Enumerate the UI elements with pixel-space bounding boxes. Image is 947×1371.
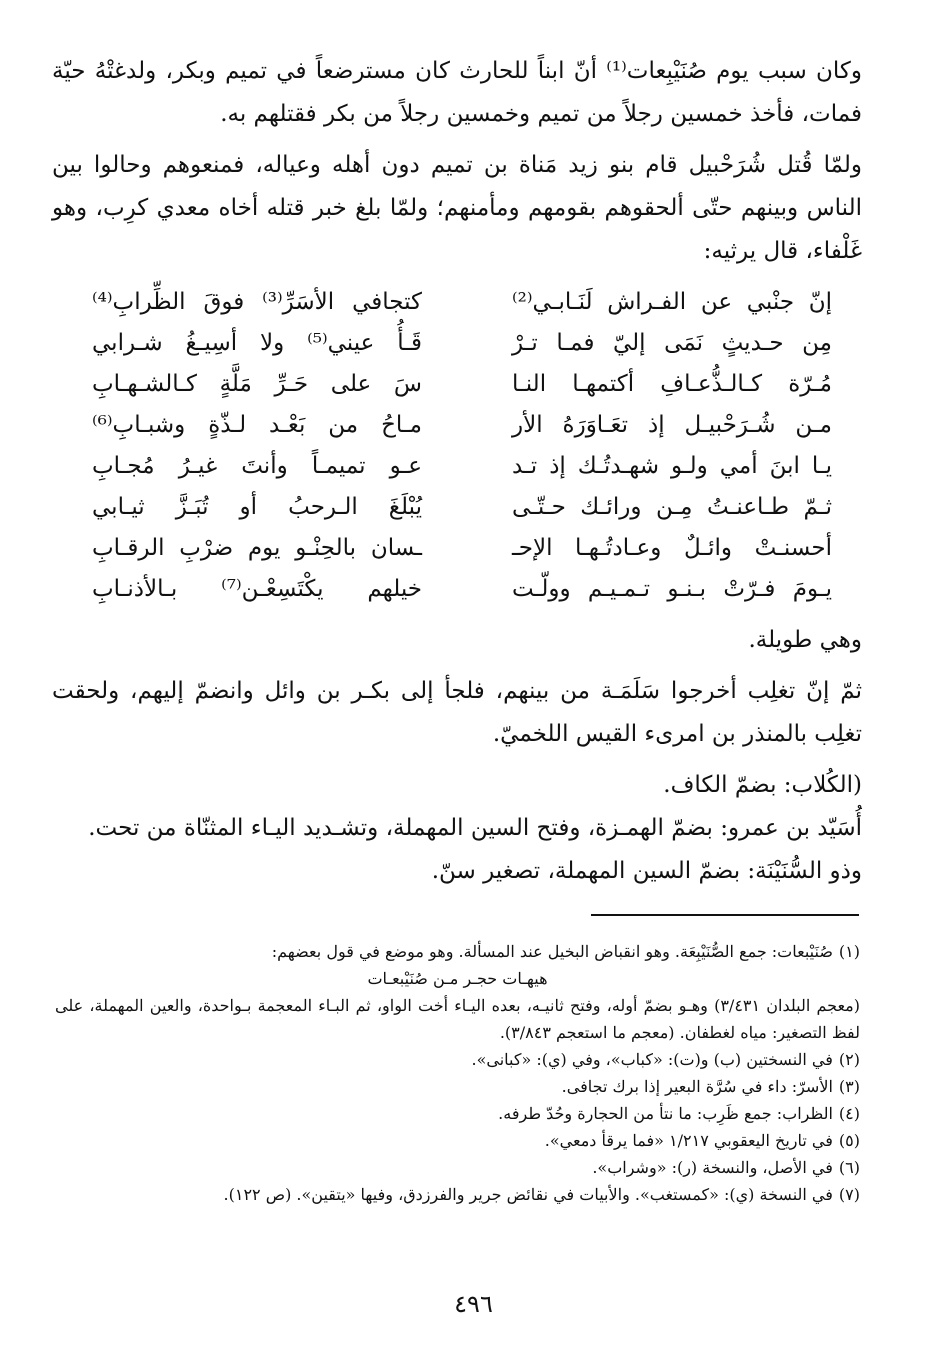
verse-first-hemistich: مُـرّة كـالـذُّعـافِ أكتمهـا النـا — [512, 371, 832, 397]
gloss-sunayna: وذو السُّنَيْنَة: بضمّ السين المهملة، تصغير سنّ. — [431, 858, 862, 884]
verse-first-hemistich: مِن حـديثٍ نَمَى إليّ فمـا تـرْ — [512, 330, 832, 356]
footnote-number: (٣) — [838, 1077, 860, 1096]
footnote-number: (٥) — [838, 1131, 860, 1150]
verse-first-hemistich: مـن شُـرَحْبيـل إذ تعَـاوَرَهُ الأر — [512, 412, 832, 438]
footnote-1-continuation: (معجم البلدان ٣/٤٣١) وهـو بضمّ أوله، وفتح ثانيـه، بعده اليـاء أخت الواو، ثم البـاء المعجمة بـواحدة، والعين المهملة، على لفظ التصغير: مياه لغطفان. (معجم ما استعجم ٣/٨٤٣). — [55, 996, 860, 1042]
verse-second-hemistich: سَ على حَـرِّ مَلَّةٍ كـالشـهـابِ — [92, 371, 422, 397]
footnote-1 — [55, 938, 860, 965]
verse-first-hemistich: ثـمّ طـاعنـتُ مِـن ورائـك حـتّـى — [512, 494, 832, 520]
footnote-divider — [591, 914, 859, 916]
verse-line — [52, 568, 862, 609]
verse-second-hemistich: يُبْلَغَ الـرحبُ أو تُبَـزَّ ثيـابي — [92, 494, 422, 520]
verse-line — [52, 363, 862, 404]
verse-line — [52, 527, 862, 568]
footnote-1-verse: هيهـات حجـر مـن صُنَيْبعـات — [367, 969, 548, 988]
verse-second-hemistich: خيلهم يكْتَسِعْـن⁽⁷⁾ بـالأذنـابِ — [92, 576, 422, 602]
gloss-usayyid: أُسَيّد بن عمرو: بضمّ الهمـزة، وفتح السين المهملة، وتشـديد اليـاء المثنّاة من تحت. — [88, 815, 862, 841]
paragraph-3: وهي طويلة. — [748, 627, 862, 653]
footnote-number: (١) — [838, 942, 860, 961]
footnote-4 — [55, 1100, 860, 1127]
verse-first-hemistich: أحسنـتْ وائـلٌ وعـادتُـهـا الإحـ — [512, 535, 832, 561]
verse-first-hemistich: يـومَ فـرّتْ بـنـو تـمـيـم وولّـت — [512, 576, 832, 602]
verse-line — [52, 281, 862, 322]
footnote-7 — [55, 1181, 860, 1208]
verse-line — [52, 404, 862, 445]
verse-line — [52, 486, 862, 527]
paragraph-4: ثمّ إنّ تغلِب أخرجوا سَلَمَـة من بينهم، فلجأ إلى بكـر بن وائل وانضمّ إليهم، ولحقت تغلِب بالمنذر بن امرىء القيس اللخميّ. — [52, 678, 862, 747]
footnote-text: في النسختين (ب) و(ت): «كباب»، وفي (ي): «كبانى». — [471, 1050, 833, 1069]
footnote-text: صُنَيْبعات: جمع الصُّنَيْبِعَة. وهو انقباض البخيل عند المسألة. وهو موضع في قول بعضهم: — [271, 942, 833, 961]
paragraph-1: وكان سبب يوم صُنَيْبِعات⁽¹⁾ أنّ ابناً للحارث كان مسترضعاً في تميم وبكر، ولدغتْهُ حيّة فمات، فأخذ خمسين رجلاً من تميم وخمسين رجلاً من بكر فقتلهم به. — [52, 58, 862, 127]
footnote-text: في تاريخ اليعقوبي ١/٢١٧ «فما يرقأ دمعي». — [544, 1131, 833, 1150]
verse-second-hemistich: ـسان بالحِنْـو يوم ضرْبِ الرقـابِ — [92, 535, 422, 561]
poem — [52, 281, 862, 611]
verse-line — [52, 445, 862, 486]
footnote-number: (٧) — [838, 1185, 860, 1204]
footnote-number: (٦) — [838, 1158, 860, 1177]
verse-second-hemistich: قَـأُ عيني⁽⁵⁾ ولا أسِيـغُ شـرابي — [92, 330, 422, 356]
footnote-number: (٢) — [838, 1050, 860, 1069]
verse-first-hemistich: يـا ابنَ أمي ولـو شهـدتُـك إذ تـد — [512, 453, 832, 479]
gloss-kulab: (الكُلاب: بضمّ الكاف. — [663, 772, 862, 798]
footnote-6 — [55, 1154, 860, 1181]
verse-line — [52, 322, 862, 363]
verse-first-hemistich: إنّ جنْبي عن الفـراش لَنَـابـي⁽²⁾ — [512, 289, 832, 315]
footnote-5 — [55, 1127, 860, 1154]
verse-second-hemistich: عـو تميمـاً وأنتَ غيـرُ مُجـابِ — [92, 453, 422, 479]
footnote-text: الأسرّ: داء في سُرَّة البعير إذا برك تجافى. — [561, 1077, 833, 1096]
footnotes — [55, 938, 860, 1208]
footnote-text: الظراب: جمع ظَرِب: ما نتأ من الحجارة وحُدّ طرفه. — [498, 1104, 833, 1123]
footnote-3 — [55, 1073, 860, 1100]
footnote-number: (٤) — [838, 1104, 860, 1123]
footnote-2 — [55, 1046, 860, 1073]
footnote-text: في النسخة (ي): «كمستغب». والأبيات في نقائض جرير والفرزدق، وفيها «يتقين». (ص ١٢٢). — [223, 1185, 833, 1204]
main-text — [52, 50, 862, 901]
paragraph-2: ولمّا قُتل شُرَحْبيل قام بنو زيد مَناة بن تميم دون أهله وعياله، فمنعوهم وحالوا بين الناس وبينهم حتّى ألحقوهم بقومهم ومأمنهم؛ ولمّا بلغ خبر قتله أخاه معدي كرِب، وهو غَلْفاء، قال يرثيه: — [52, 152, 862, 264]
verse-second-hemistich: كتجافي الأسَرِّ⁽³⁾ فوقَ الظِّرابِ⁽⁴⁾ — [92, 289, 423, 315]
page-number: ٤٩٦ — [454, 1290, 493, 1318]
footnote-text: في الأصل، والنسخة (ر): «وشراب». — [592, 1158, 833, 1177]
verse-second-hemistich: مـاحُ من بَعْـد لـذّةٍ وشبـابِ⁽⁶⁾ — [92, 412, 422, 438]
